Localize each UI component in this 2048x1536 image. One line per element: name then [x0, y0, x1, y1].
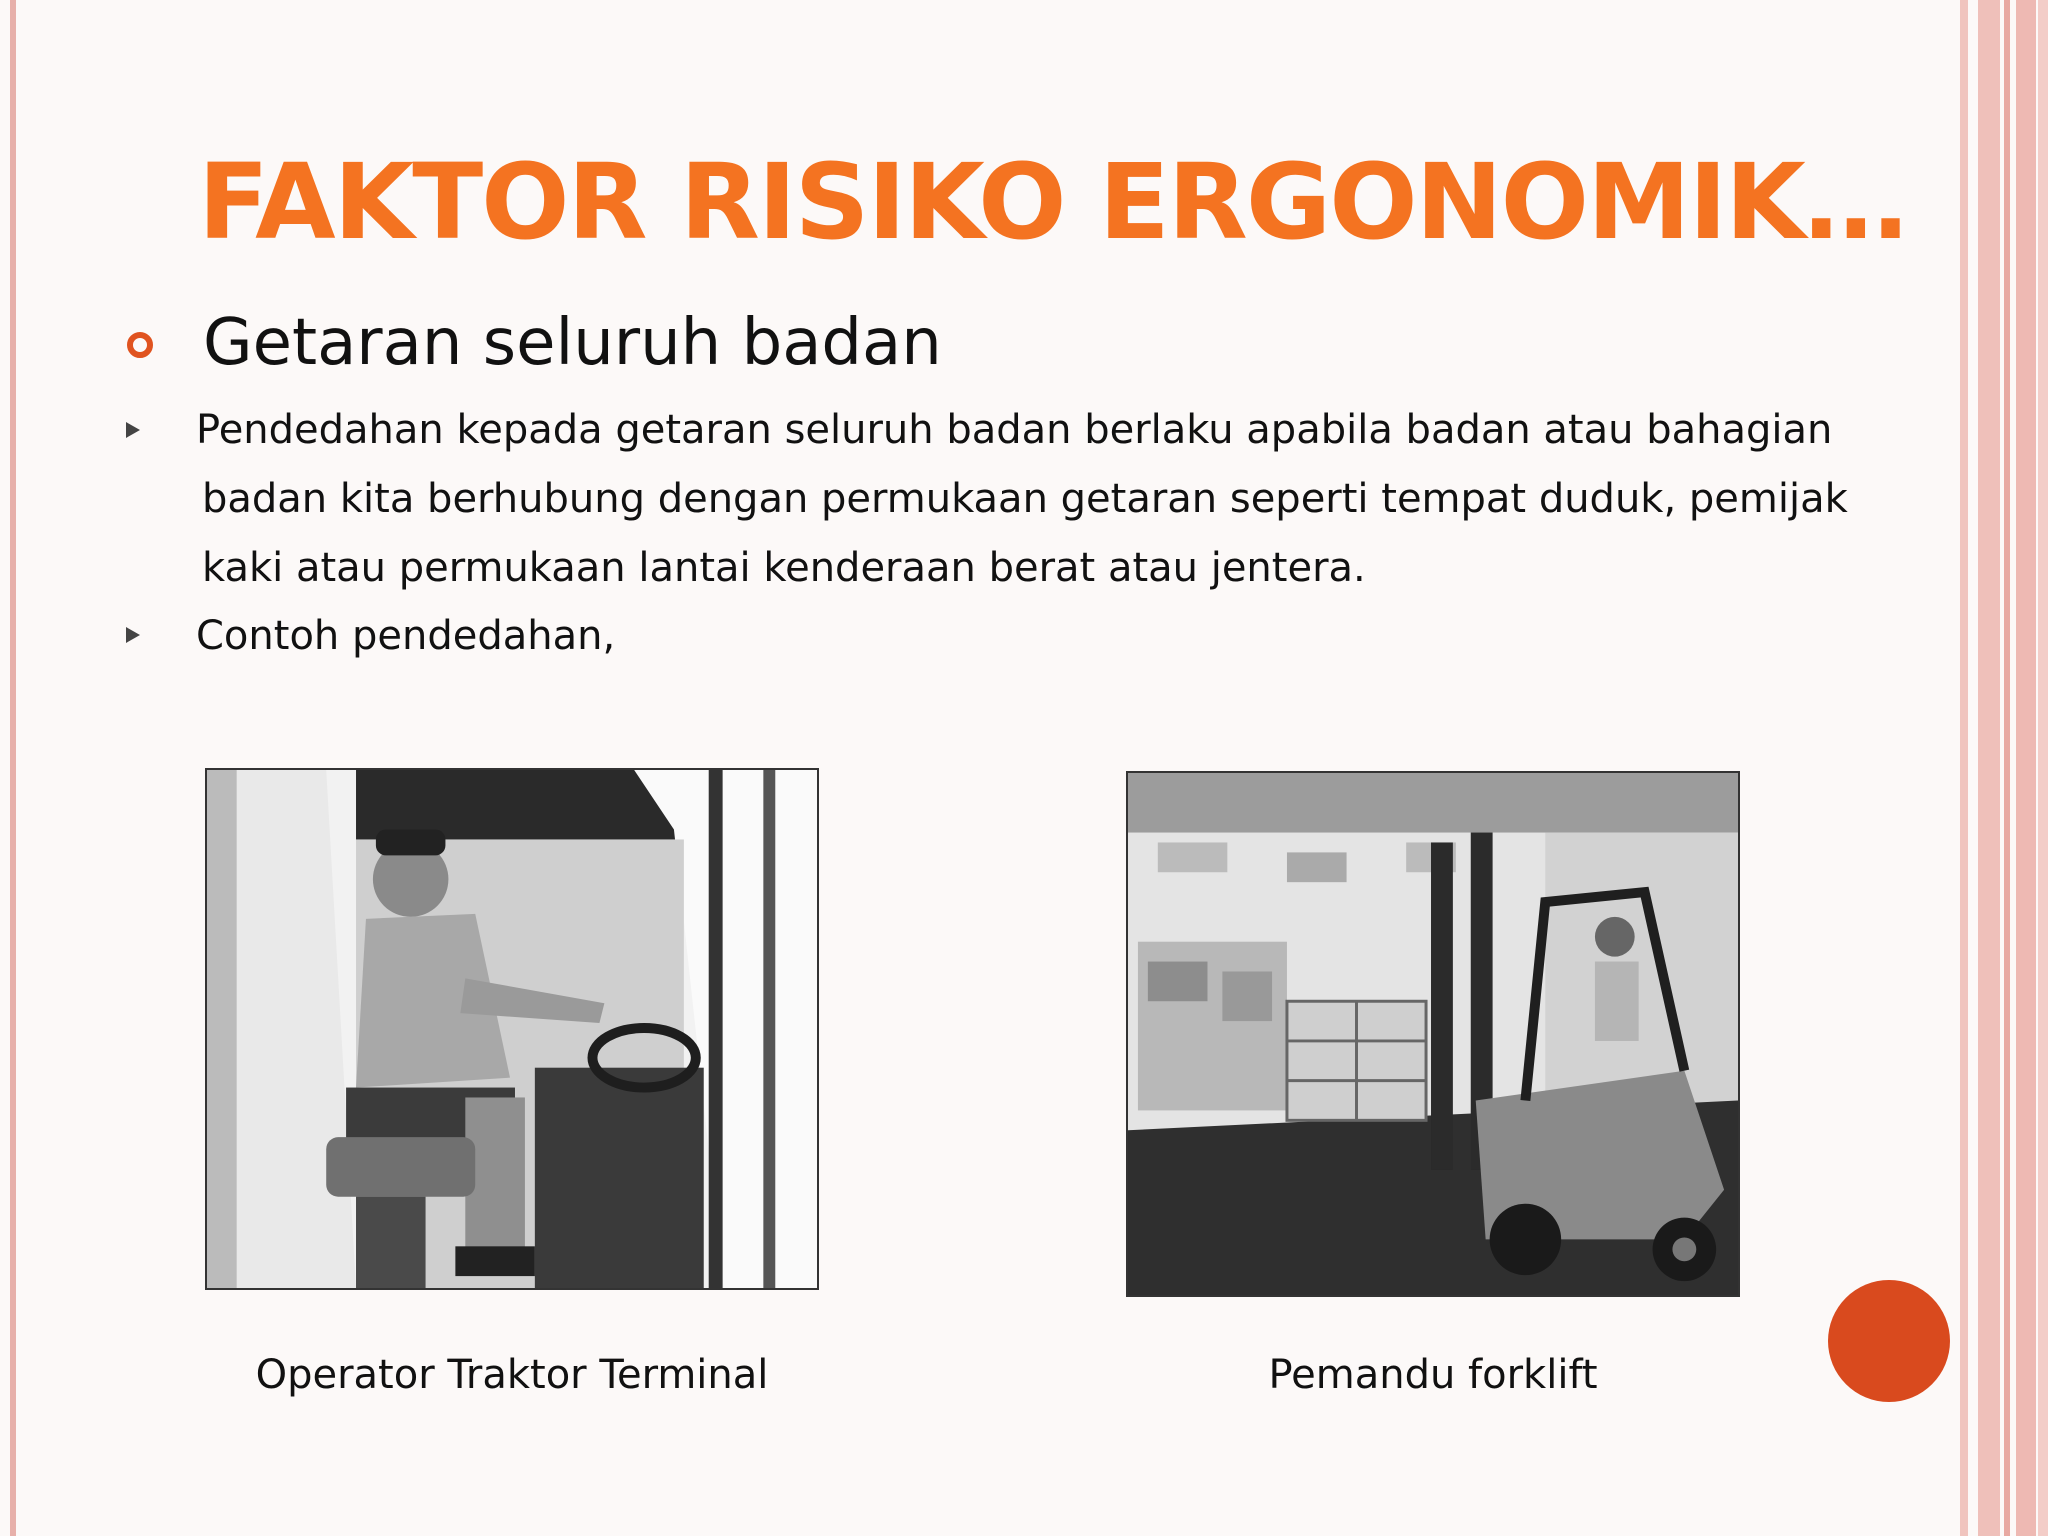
- description-paragraph: [196, 396, 1848, 603]
- image-caption: Operator Traktor Terminal: [255, 1352, 769, 1398]
- decorative-circle: [1828, 1280, 1950, 1402]
- right-border-band: [2016, 0, 2036, 1536]
- subheading: Getaran seluruh badan: [203, 306, 942, 380]
- arrow-bullet-icon: [126, 422, 140, 438]
- tractor-operator-photo: [205, 768, 819, 1290]
- left-border-stripe: [10, 0, 16, 1536]
- right-border-band: [2038, 0, 2048, 1536]
- arrow-bullet-icon: [126, 627, 140, 643]
- right-border-band: [1960, 0, 1968, 1536]
- circle-bullet-icon: [127, 332, 153, 358]
- paragraph-line: badan kita berhubung dengan permukaan getaran seperti tempat duduk, pemijak: [202, 476, 1848, 522]
- paragraph-line: kaki atau permukaan lantai kenderaan berat atau jentera.: [202, 545, 1366, 591]
- paragraph-line: Pendedahan kepada getaran seluruh badan berlaku apabila badan atau bahagian: [196, 407, 1833, 453]
- right-border-band: [1978, 0, 2000, 1536]
- forklift-driver-photo: [1126, 771, 1740, 1297]
- image-caption: Pemandu forklift: [1268, 1352, 1598, 1398]
- example-label: Contoh pendedahan,: [196, 613, 616, 659]
- right-border-band: [2004, 0, 2010, 1536]
- slide-title: FAKTOR RISIKO ERGONOMIK…: [198, 141, 1906, 263]
